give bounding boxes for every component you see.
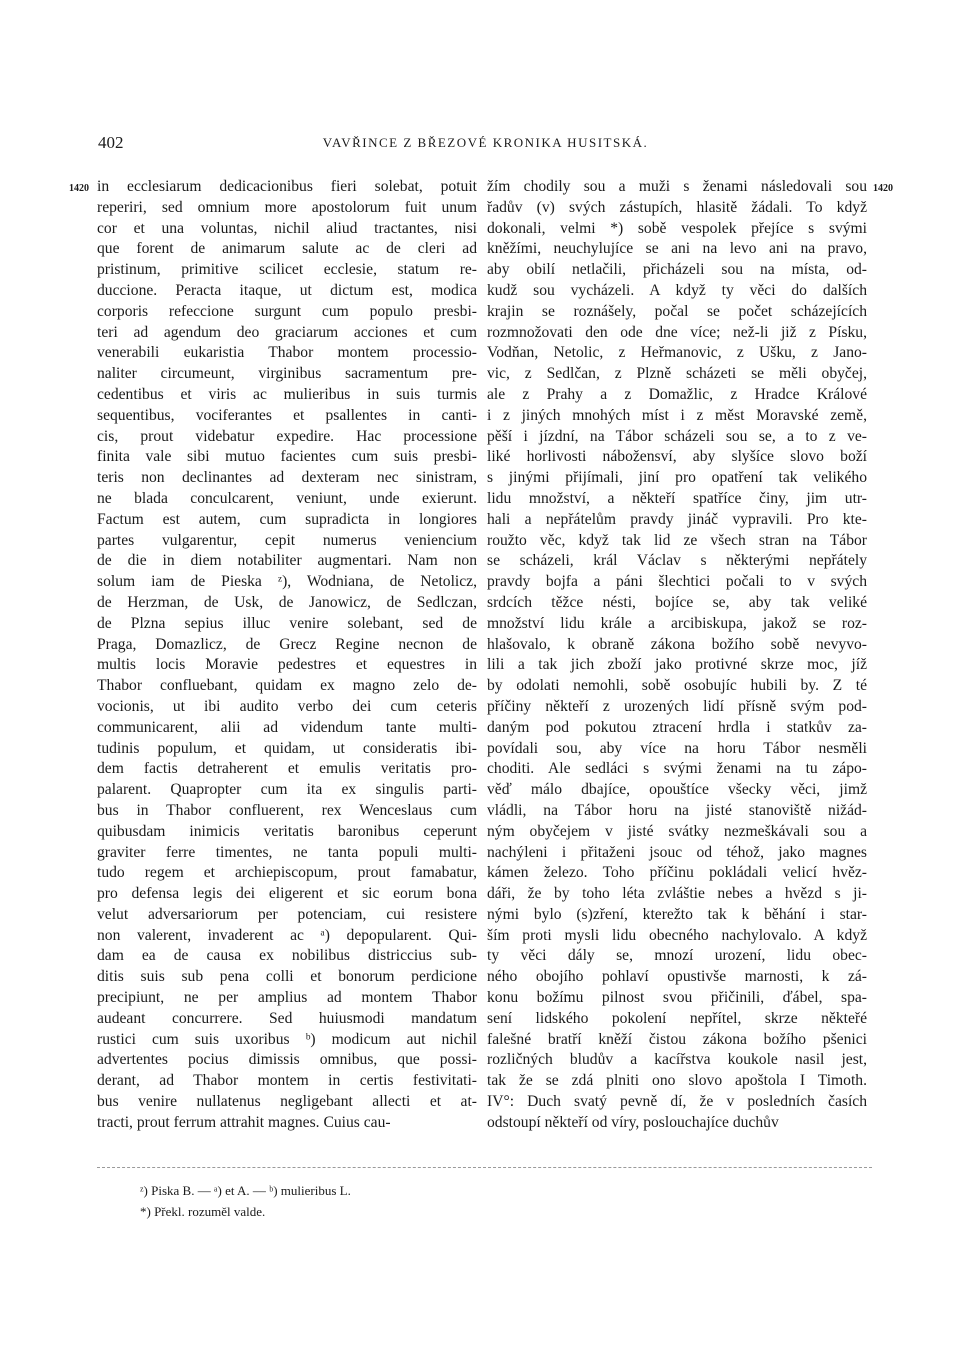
text-line: choditi. Ale sedláci s svými ženami na tu zápo- (487, 760, 867, 778)
text-line: pristinum, primitive scilicet ecclesie, statum re- (97, 261, 477, 279)
text-line: množství lidu krále a arcibiskupa, jakož se roz- (487, 614, 867, 632)
page-header (98, 133, 873, 157)
text-line: nachýleni i přitaženi jsouc od téhož, jako magnes (487, 843, 867, 861)
text-line: pravdy bojfa a páni šlechtici počali to v svých (487, 573, 867, 591)
text-line: věď málo dbajíce, opouštíce všecky věci, jimž (487, 781, 867, 799)
text-line: teris non declinantes ad dexteram nec sinistram, (97, 469, 477, 487)
text-line: corporis refeccione surgunt cum populo presbi- (97, 302, 477, 320)
page-number: 402 (98, 133, 124, 152)
text-line: Vodňan, Netolic, z Heřmanovic, z Ušku, z Jano- (487, 344, 867, 362)
text-line: tudinis populum, et quidam, ut consideratis ibi- (97, 739, 477, 757)
text-line: nými bylo (s)zření, kterežto tak k běhání i star- (487, 905, 867, 923)
text-line: venerabili eukaristia Thabor montem processio- (97, 344, 477, 362)
text-line: krajin se roznášely, počal se počet scházejících (487, 302, 867, 320)
margin-year-right: 1420 (873, 183, 893, 194)
text-line: ne blada conculcarent, veniunt, unde exierunt. (97, 489, 477, 507)
text-line: aby obilí netlačili, přicházeli sou na místa, od- (487, 261, 867, 279)
text-line: konu božímu pilnost svou přičinili, ďábel, spa- (487, 989, 867, 1007)
footnote-czech-note: *) Překl. rozuměl valde. (140, 1204, 266, 1219)
text-line: Thabor confluebant, quidam ex magno zelo de- (97, 677, 477, 695)
text-line: tudo regem et archiepiscopum, prout famabatur, (97, 864, 477, 882)
text-line: derant, ad Thabor montem in certis festivitati- (97, 1072, 477, 1090)
text-line: velut adversariorum per potenciam, cui resistere (97, 905, 477, 923)
text-line: palarent. Quapropter cum ita ex singulis parti- (97, 781, 477, 799)
text-line: audeant concurrere. Sed huiusmodi mandatum (97, 1009, 477, 1027)
text-line: ditis suis sub pena colli et bonorum perdicione (97, 968, 477, 986)
text-line: hlašovalo, k obraně zákona božího sobě nevyvo- (487, 635, 867, 653)
text-line: rozmnožovati den ode dne více; než-li již z Písku, (487, 323, 867, 341)
latin-text-column (97, 177, 477, 1134)
czech-translation-column (487, 177, 867, 1134)
text-line: srdcích těžce nésti, bojíce se, aby tak veliké (487, 593, 867, 611)
text-line: naliter circumeunt, virginibus sacramentum pre- (97, 365, 477, 383)
text-line: kudž sou vycházeli. A když ty věci do dalších (487, 281, 867, 299)
text-line: communicarent, alii ad videndum tante multi- (97, 718, 477, 736)
text-line: sequentibus, vociferantes et psallentes in canti- (97, 406, 477, 424)
text-line: sení lidského pokolení nepřítel, skrze někteřé (487, 1009, 867, 1027)
text-line: partes vulgarentur, cepit numerus veniencium (97, 531, 477, 549)
text-line: povídali sou, aby více na horu Tábor nesměli (487, 739, 867, 757)
text-line: reperiri, sed omnium more apostolorum fuit unum (97, 198, 477, 216)
text-line: tak že se zdá plniti ono slovo apoštola I Timoth. (487, 1072, 867, 1090)
text-line: hali a nepřátelům pravdy jináč vypravili. Pro kte- (487, 510, 867, 528)
text-line: non valerent, invaderent ac ᵃ) depopularent. Qui- (97, 926, 477, 944)
footnote-latin-variants: ᶻ) Piska B. — ᵃ) et A. — ᵇ) mulieribus L. (140, 1183, 351, 1198)
text-line: duccione. Peracta itaque, ut dictum est, modica (97, 281, 477, 299)
text-line: ale z Prahy a z Domažlic, z Hradce Králové (487, 385, 867, 403)
text-line: tracti, prout ferrum attrahit magnes. Cuius cau- (97, 1113, 391, 1131)
text-line: quibusdam inimicis veritatis baronibus ceperunt (97, 822, 477, 840)
text-line: roužto věc, když tak lid ze všech stran na Tábor (487, 531, 867, 549)
text-line: Factum est autem, cum supradicta in longiores (97, 510, 477, 528)
text-line: s jinými přijímali, jiní pro opatření tak velikého (487, 469, 867, 487)
text-line: by odolati nemohli, sobě osobujíc hubili by. Z té (487, 677, 867, 695)
text-line: que forent de animarum salute ac de cleri ad (97, 240, 477, 258)
text-line: rustici cum suis uxoribus ᵇ) modicum aut nichil (97, 1030, 477, 1048)
text-line: graviter ferre timentes, ne tanta populi multi- (97, 843, 477, 861)
text-line: dáři, že by toho léta zvláštie nebes a hvězd s ji- (487, 885, 867, 903)
text-line: multis locis Moravie pedestres et equestres in (97, 656, 477, 674)
text-line: advertentes pocius dimissis omnibus, que possi- (97, 1051, 477, 1069)
margin-year-left: 1420 (69, 183, 89, 194)
text-line: i z jiných mnohých míst i z měst Moravské země, (487, 406, 867, 424)
text-line: vic, z Sedlčan, z Plzně scházeti se měli obyčej, (487, 365, 867, 383)
text-line: odstoupí někteří od víry, poslouchajíce duchův (487, 1113, 779, 1131)
text-line: řadův (v) svých zástupích, hlasitě žádali. To když (487, 198, 867, 216)
text-line: daným pod pokutou ztracení hrdla i statkův za- (487, 718, 867, 736)
text-line: in ecclesiarum dedicacionibus fieri solebat, potuit (97, 178, 477, 195)
text-line: bus in Thabor confluerent, rex Wenceslaus cum (97, 801, 477, 819)
text-line: cor et una voluntas, nichil aliud tractantes, nisi (97, 219, 477, 237)
text-line: cis, prout videbatur expedire. Hac processione (97, 427, 477, 445)
text-line: lidu množství, a někteří spatříce činy, jim utr- (487, 489, 867, 507)
text-line: pro defensa legis dei eligerent et sic eorum bona (97, 885, 477, 903)
text-line: ným obyčejem v jisté svátky nezmeškávali sou a (487, 822, 867, 840)
text-line: dokonali, velmi *) sobě vespolek přejíce s svými (487, 219, 867, 237)
text-line: falešné bratří kněží čistou zákona božího pšenici (487, 1030, 867, 1048)
text-line: dam ea de causa ex nobilibus districcius sub- (97, 947, 477, 965)
text-line: cedentibus et viris ac mulieribus in suis turmis (97, 385, 477, 403)
text-line: IV°: Duch svatý pevně dí, že v posledních časích (487, 1093, 867, 1111)
text-line: kámen železo. Toho příčinu pokládali velicí hvěz- (487, 864, 867, 882)
text-line: ším proti mysli lidu obecného nachylovalo. A když (487, 926, 867, 944)
text-line: de die in diem notabiliter augmentari. Nam non (97, 552, 477, 570)
text-line: precipiunt, ne per amplius ad montem Thabor (97, 989, 477, 1007)
text-line: dem factis detraherent et emulis veritatis pro- (97, 760, 477, 778)
text-line: rozličných bludův a kacířstva koukole nasil jest, (487, 1051, 867, 1069)
text-line: se scházeli, král Václav s některými nepřátely (487, 552, 867, 570)
text-line: kněžími, neuchylujíce se ani na levo ani na pravo, (487, 240, 867, 258)
text-line: finita vale sibi mutuo facientes cum suis presbi- (97, 448, 477, 466)
text-line: liké horlivosti nábožensví, aby slyšíce slovo boží (487, 448, 867, 466)
text-line: lili a tak jich zboží jako protivné skrze moc, jíž (487, 656, 867, 674)
text-line: de Herzman, de Usk, de Janowicz, de Sedlczan, (97, 593, 477, 611)
text-line: bus venire nullatenus negligebant allecti et at- (97, 1093, 477, 1111)
text-line: vocionis, ut ibi audito verbo dei cum ceteris (97, 697, 477, 715)
text-line: ty věci dály se, mnozí urození, lidu obec- (487, 947, 867, 965)
text-line: pěší i jízdní, na Tábor scházeli sou se, a to z ve- (487, 427, 867, 445)
footnote-divider (97, 1167, 872, 1168)
text-line: ného obojího pohlaví opustivše marnosti, k zá- (487, 968, 867, 986)
text-line: vládli, na Tábor horu na jisté stanoviště nižád- (487, 801, 867, 819)
text-line: solum iam de Pieska ᶻ), Wodniana, de Netolicz, (97, 573, 477, 591)
running-title: VAVŘINCE Z BŘEZOVÉ KRONIKA HUSITSKÁ. (322, 135, 649, 150)
text-line: žím chodily sou a muži s ženami následovali sou (487, 178, 867, 195)
text-line: teri ad agendum deo graciarum acciones et cum (97, 323, 477, 341)
text-line: Praga, Domazlicz, de Grecz Regine necnon de (97, 635, 477, 653)
text-line: de Plzna sepius illuc venire solebant, sed de (97, 614, 477, 632)
text-line: příčiny někteří z urozených lidí přísně svým pod- (487, 697, 867, 715)
